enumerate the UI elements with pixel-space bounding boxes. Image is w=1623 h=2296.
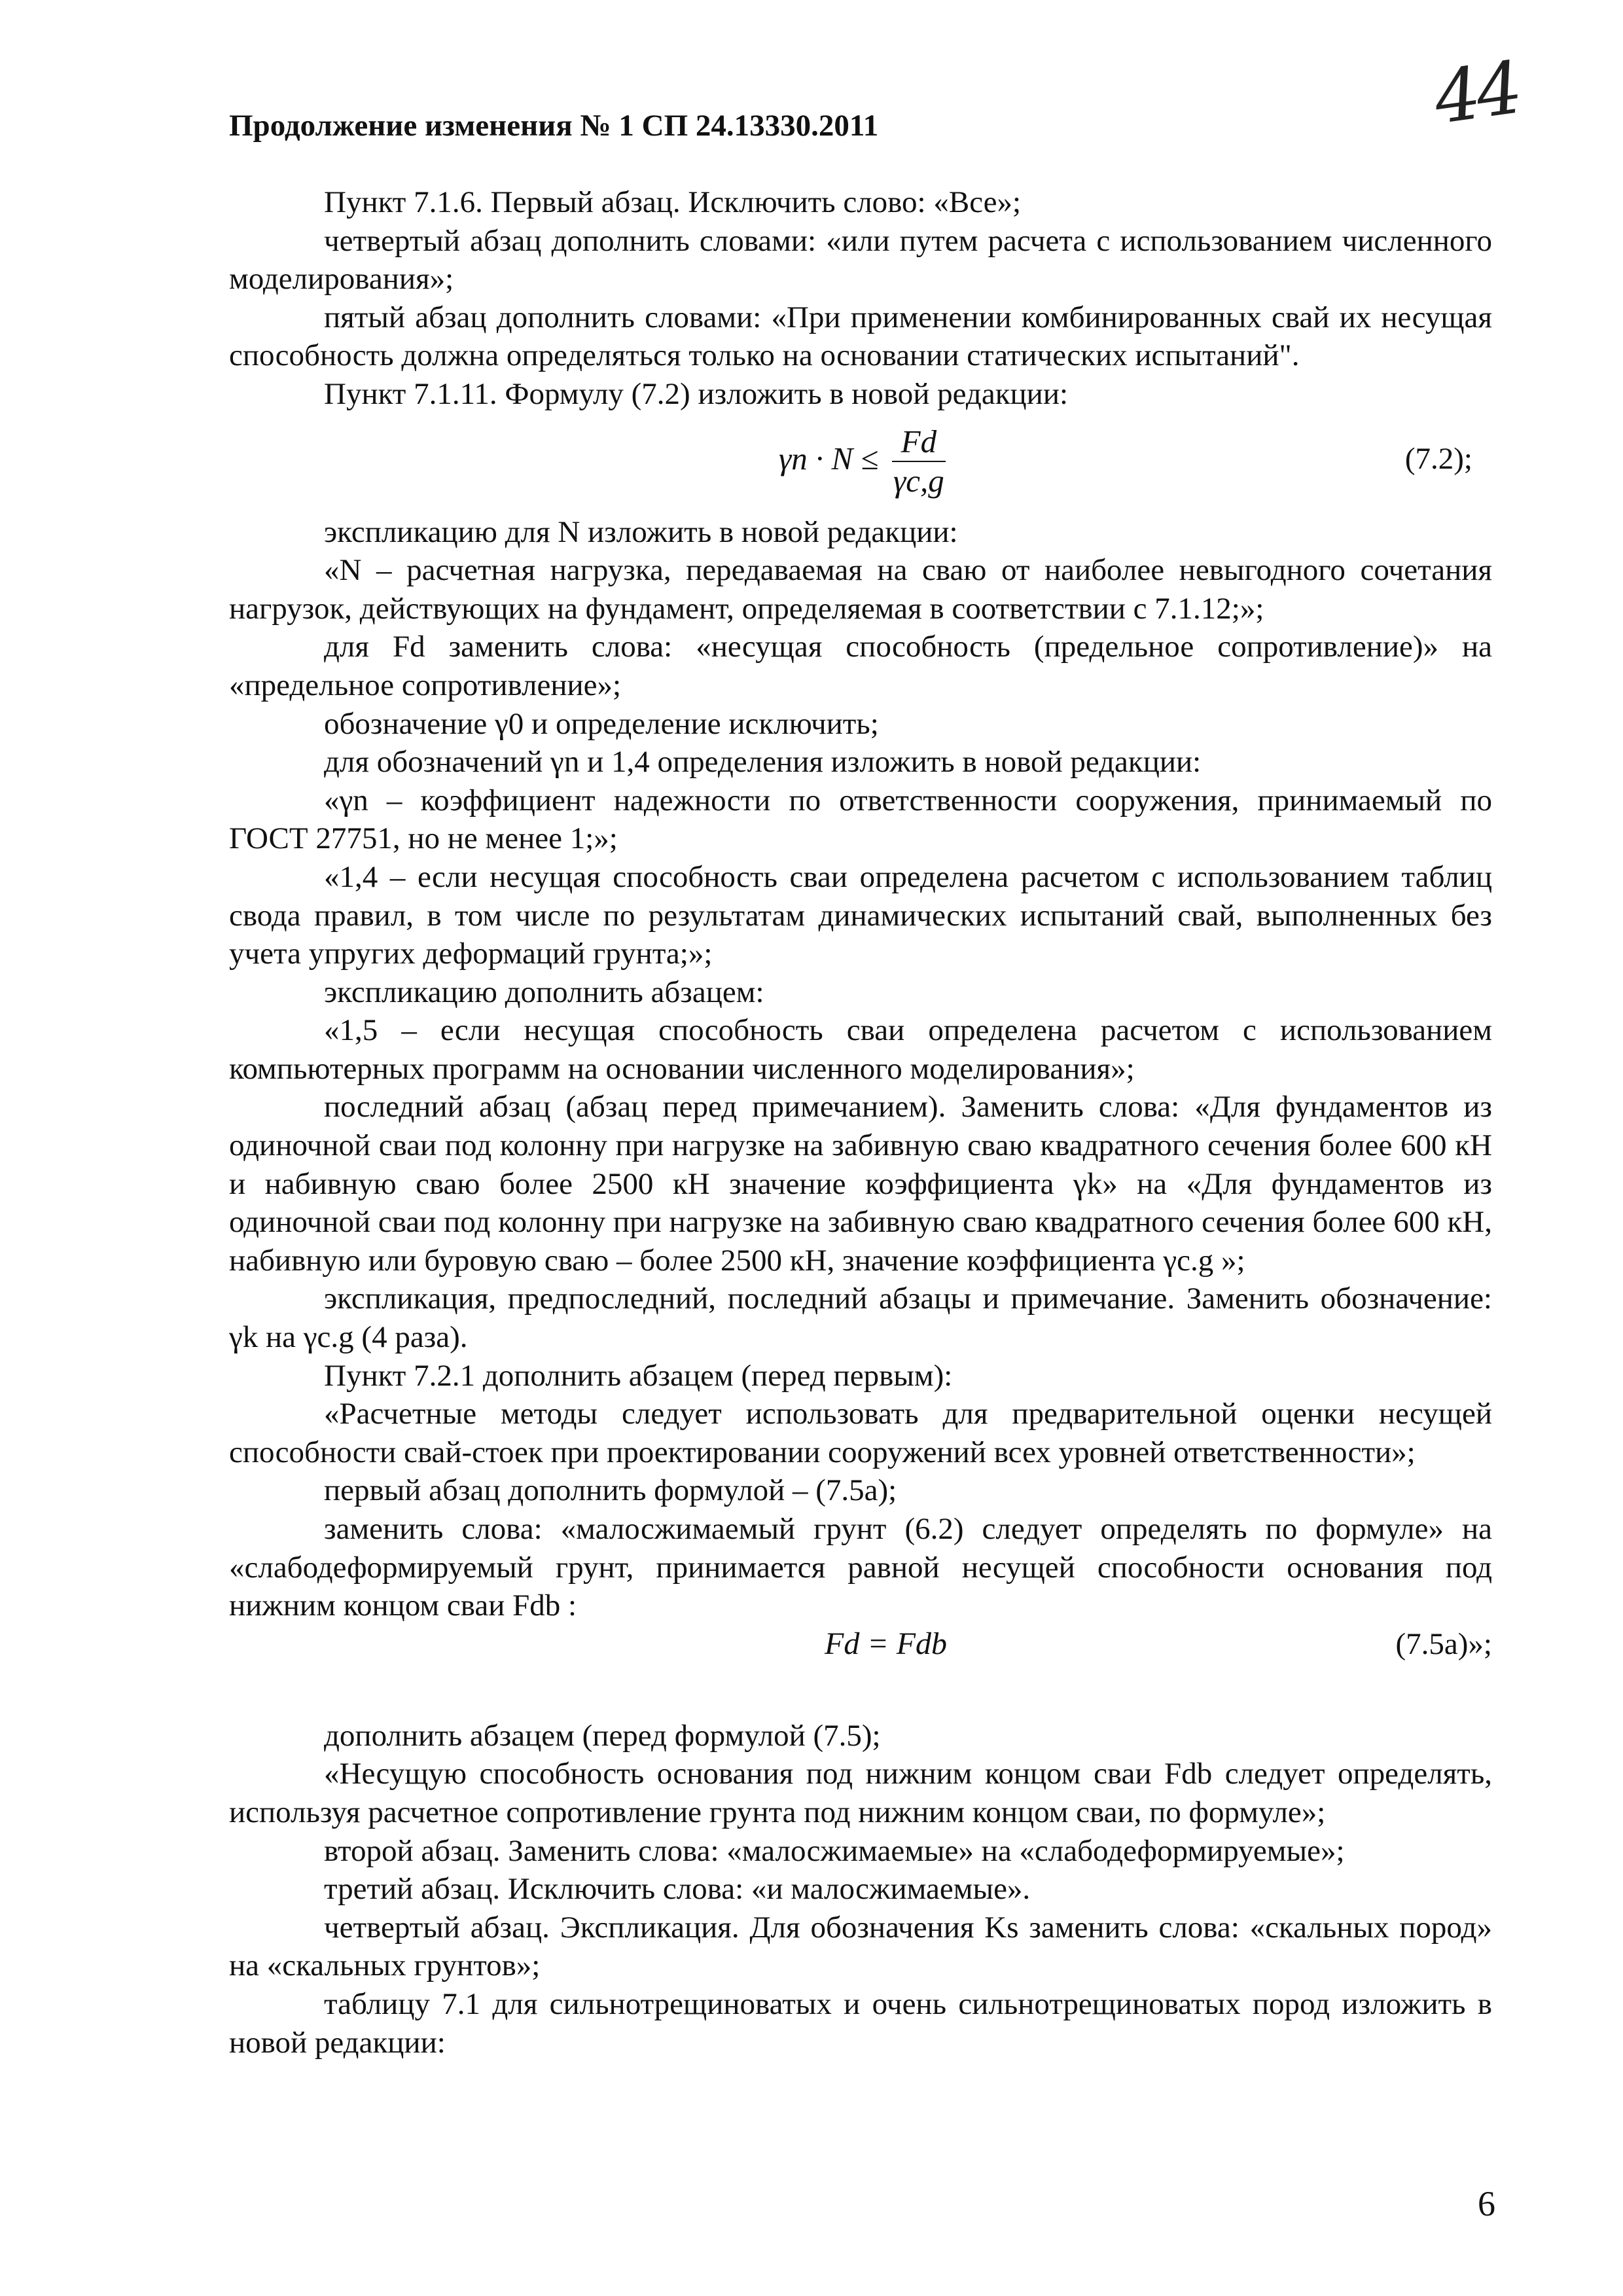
formula-7-2 [229, 416, 1492, 508]
paragraph: «γn – коэффициент надежности по ответственности сооружения, принимаемый по ГОСТ 27751, но не менее 1;»; [229, 783, 1492, 856]
paragraph: четвертый абзац. Экспликация. Для обозначения Ks заменить слова: «скальных пород» на «скальных грунтов»; [229, 1910, 1492, 1983]
paragraph: последний абзац (абзац перед примечанием). Заменить слова: «Для фундаментов из одиночной сваи под колонну при нагрузке на забивную сваю квадратного сечения более 600 кН и набивную сваю более 2500 кН значение коэффициента γk» на «Для фундаментов из одиночной сваи под колонну при нагрузке на забивную сваю квадратного сечения более 600 кН, набивную или буровую сваю – более 2500 кН, значение коэффициента γc.g »; [229, 1090, 1492, 1278]
paragraph: экспликация, предпоследний, последний абзацы и примечание. Заменить обозначение: γk на γc.g (4 раза). [229, 1282, 1492, 1355]
paragraph: для обозначений γn и 1,4 определения изложить в новой редакции: [324, 745, 1202, 780]
formula-7-5a [229, 1625, 1492, 1677]
paragraph: «1,5 – если несущая способность сваи определена расчетом с использованием компьютерных программ на основании численного моделирования»; [229, 1013, 1492, 1086]
formula-expression [779, 423, 946, 501]
paragraph: третий абзац. Исключить слова: «и малосжимаемые». [324, 1872, 1031, 1907]
paragraph: Пункт 7.1.11. Формулу (7.2) изложить в новой редакции: [324, 376, 1069, 411]
paragraph: четвертый абзац дополнить словами: «или путем расчета с использованием численного моделирования»; [229, 223, 1492, 296]
paragraph: «Несущую способность основания под нижним концом сваи Fdb следует определять, используя расчетное сопротивление грунта под нижним концом сваи, по формуле»; [229, 1757, 1492, 1829]
paragraph: первый абзац дополнить формулой – (7.5а); [324, 1473, 897, 1508]
document-body [229, 183, 1492, 2062]
paragraph: Пункт 7.1.6. Первый абзац. Исключить слово: «Все»; [324, 185, 1022, 219]
paragraph: дополнить абзацем (перед формулой (7.5); [324, 1718, 881, 1753]
formula-denominator: γc,g [893, 463, 944, 499]
paragraph: обозначение γ0 и определение исключить; [324, 706, 879, 741]
paragraph: экспликацию дополнить абзацем: [324, 975, 764, 1009]
paragraph: «1,4 – если несущая способность сваи определена расчетом с использованием таблиц свода правил, в том числе по результатам динамических испытаний свай, выполненных без учета упругих деформаций грунта;»; [229, 859, 1492, 971]
paragraph: пятый абзац дополнить словами: «При применении комбинированных свай их несущая способность должна определяться только на основании статических испытаний". [229, 300, 1492, 373]
formula-numerator: Fd [892, 423, 946, 463]
paragraph: таблицу 7.1 для сильнотрещиноватых и очень сильнотрещиноватых пород изложить в новой редакции: [229, 1986, 1492, 2060]
handwritten-sheet-number: 44 [1429, 45, 1524, 141]
document-header: Продолжение изменения № 1 СП 24.13330.2011 [229, 109, 879, 143]
paragraph: для Fd заменить слова: «несущая способность (предельное сопротивление)» на «предельное сопротивление»; [229, 630, 1492, 702]
page-number: 6 [1478, 2184, 1495, 2223]
paragraph: второй абзац. Заменить слова: «малосжимаемые» на «слабодеформируемые»; [324, 1833, 1345, 1868]
formula-fraction [892, 423, 946, 501]
formula-lhs: γn · N ≤ [779, 440, 879, 476]
paragraph: «N – расчетная нагрузка, передаваемая на сваю от наиболее невыгодного сочетания нагрузок, действующих на фундамент, определяемая в соответствии с 7.1.12;»; [229, 553, 1492, 626]
paragraph: заменить слова: «малосжимаемый грунт (6.2) следует определять по формуле» на «слабодеформируемый грунт, принимается равной несущей способности основания под нижним концом сваи Fdb : [229, 1512, 1492, 1623]
paragraph: «Расчетные методы следует использовать для предварительной оценки несущей способности свай-стоек при проектировании сооружений всех уровней ответственности»; [229, 1397, 1492, 1469]
formula-number: (7.2); [1404, 441, 1472, 476]
paragraph: экспликацию для N изложить в новой редакции: [324, 514, 958, 549]
paragraph: Пункт 7.2.1 дополнить абзацем (перед первым): [324, 1358, 953, 1393]
formula-number: (7.5а)»; [1395, 1626, 1492, 1661]
formula-expression: Fd = Fdb [825, 1626, 948, 1661]
